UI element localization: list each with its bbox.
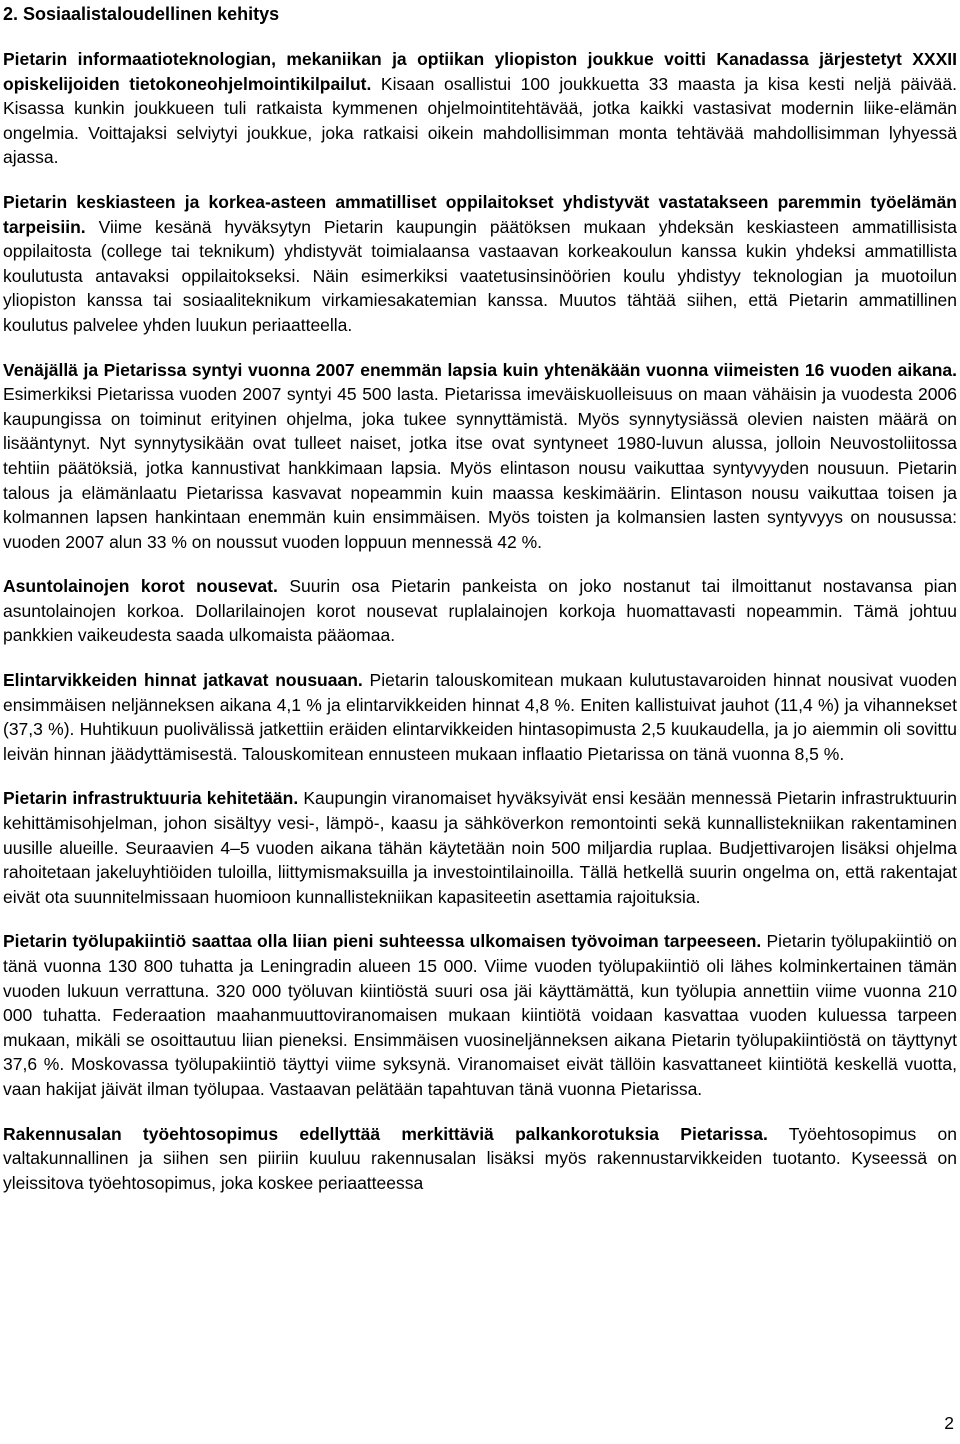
paragraph-body: Pietarin talouskomitean mukaan kulutustavaroiden hinnat nousivat vuoden ensimmäisen neljänneksen aikana 4,1 % ja elintarvikkeiden hinnat 4,8 %. Eniten kallistuivat jauhot (11,4 %) ja vihannekset (37,3 %). Huhtikuun puolivälissä jatkettiin eräiden elintarvikkeiden hintasopimusta 2,5 kuukaudella, ja jo aiemmin oli sovittu leivän hinnan jäädyttämisestä. Talouskomitean ennusteen mukaan inflaatio Pietarissa on tänä vuonna 8,5 %. [3,670,957,764]
paragraph-birth-rate [3,358,957,555]
page-number: 2 [944,1413,954,1433]
paragraph-body: Esimerkiksi Pietarissa vuoden 2007 syntyi 45 500 lasta. Pietarissa imeväiskuolleisuus on maan vähäisin ja vuodesta 2006 kaupungissa on toiminut erityinen ohjelma, joka tukee synnyttämistä. Myös synnytysiässä olevien naisten määrä on lisääntynyt. Nyt synnytysikään ovat tulleet naiset, jotka itse ovat syntyneet 1980-luvun alussa, jolloin Neuvostoliitossa tehtiin päätöksiä, jotka kannustivat hankkimaan lapsia. Myös elintason nousu vaikuttaa syntyvyyden nousuun. Pietarin talous ja elämänlaatu Pietarissa kasvavat nopeammin kuin maassa keskimäärin. Elintason nousu vaikuttaa toisen ja kolmannen lapsen hankintaan enemmän kuin ensimmäisen. Myös toisten ja kolmansien lasten syntyvyys on nousussa: vuoden 2007 alun 33 % on noussut vuoden loppuun mennessä 42 %. [3,384,957,552]
paragraph-body: Suurin osa Pietarin pankeista on joko nostanut tai ilmoittanut nostavansa pian asuntolainojen korkoa. Dollarilainojen korot nousevat ruplalainojen korkoja huomattavasti nopeammin. Tämä johtuu pankkien vaikeudesta saada ulkomaista pääomaa. [3,576,957,646]
paragraph-infrastructure [3,786,957,909]
paragraph-lead: Asuntolainojen korot nousevat. [3,576,278,597]
paragraph-lead: Elintarvikkeiden hinnat jatkavat nousuaan. [3,670,363,691]
paragraph-body: Kisaan osallistui 100 joukkuetta 33 maasta ja kisa kesti neljä päivää. Kisassa kunkin joukkueen tuli ratkaista kymmenen ohjelmointitehtävää, jotka kaikki vastasivat modernin liike-elämän ongelmia. Voittajaksi selviytyi joukkue, joka ratkaisi oikein mahdollisimman monta tehtävää mahdollisimman lyhyessä ajassa. [3,73,957,168]
paragraph-gap [3,648,957,668]
paragraph-vocational-schools [3,190,957,338]
paragraph-gap [3,909,957,929]
paragraph-body: Työehtosopimus on valtakunnallinen ja siihen sen piiriin kuuluu rakennusalan lisäksi myös rakennustarvikkeiden tuotanto. Kyseessä on yleissitova työehtosopimus, joka koskee periaatteessa [3,1123,957,1193]
document-page [3,0,957,1195]
paragraph-lead: Pietarin infrastruktuuria kehitetään. [3,788,299,809]
paragraph-lead: Pietarin työlupakiintiö saattaa olla liian pieni suhteessa ulkomaisen työvoiman tarpeeseen. [3,931,762,952]
paragraph-it-competition [3,47,957,170]
paragraph-mortgage-rates [3,574,957,648]
paragraph-gap [3,1102,957,1122]
paragraph-lead: Pietarin informaatioteknologian, mekaniikan ja optiikan yliopiston joukkue voitti Kanadassa järjestetyt XXXII opiskelijoiden tietokoneohjelmointikilpailut. [3,49,957,94]
paragraph-gap [3,554,957,574]
paragraph-collective-agreement [3,1122,957,1196]
paragraph-gap [3,338,957,358]
paragraph-body: Pietarin työlupakiintiö on tänä vuonna 130 800 tuhatta ja Leningradin alueen 15 000. Viime vuoden työlupakiintiö oli lähes kolminkertainen tämän vuoden lukuun verrattuna. 320 000 työluvan kiintiöstä suuri osa jäi käyttämättä, kun työlupia annettiin viime vuonna 210 000 tuhatta. Federaation maahanmuuttoviranomaisen mukaan kiintiötä voidaan kasvattaa vuoden kuluessa tarpeen mukaan, mikäli se osoittautuu liian pieneksi. Ensimmäisen vuosineljänneksen aikana Pietarin työlupakiintiöstä on täyttynyt 37,6 %. Moskovassa työlupakiintiö täyttyi viime syksynä. Viranomaiset eivät tällöin kasvattaneet kiintiötä keskellä vuotta, vaan hakijat jäivät ilman työlupaa. Vastaavan pelätään tapahtuvan tänä vuonna Pietarissa. [3,931,957,1099]
paragraph-lead: Venäjällä ja Pietarissa syntyi vuonna 2007 enemmän lapsia kuin yhtenäkään vuonna viimeisten 16 vuoden aikana. [3,359,957,380]
paragraph-lead: Pietarin keskiasteen ja korkea-asteen ammatilliset oppilaitokset yhdistyvät vastatakseen paremmin työelämän tarpeisiin. [3,191,957,237]
paragraph-body: Viime kesänä hyväksytyn Pietarin kaupungin päätöksen mukaan yhdeksän keskiasteen ammatillisista oppilaitosta (college tai teknikum) yhdistyvät toimialaansa vastaavan korkeakoulun kanssa kukin yhdeksi ammatillista koulutusta antavaksi oppilaitokseksi. Näin esimerkiksi vaatetusinsinöörien koulu yhdistyy teknologian ja muotoilun yliopiston kanssa tai sosiaaliteknikum virkamiesakatemian kanssa. Muutos tähtää siihen, että Pietarin ammatillinen koulutus palvelee yhden luukun periaatteella. [3,216,957,335]
paragraph-lead: Rakennusalan työehtosopimus edellyttää merkittäviä palkankorotuksia Pietarissa. [3,1123,768,1144]
paragraph-gap [3,170,957,190]
paragraph-food-prices [3,668,957,766]
section-title: 2. Sosiaalistaloudellinen kehitys [3,4,280,24]
paragraph-body: Kaupungin viranomaiset hyväksyivät ensi kesään mennessä Pietarin infrastruktuurin kehittämisohjelman, johon sisältyy vesi-, lämpö-, kaasu ja sähköverkon remontointi sekä kunnallistekniikan rakentaminen uusille alueille. Seuraavien 4–5 vuoden aikana tähän käytetään noin 500 miljardia ruplaa. Budjettivarojen lisäksi ohjelma rahoitetaan jakeluyhtiöiden tuloilla, liittymismaksuilla ja investointilainoilla. Tällä hetkellä suurin ongelma on, että rakentajat eivät ota suunnitelmissaan huomioon kunnallistekniikan kapasiteetin asettamia rajoituksia. [3,788,957,907]
paragraph-gap [3,766,957,786]
paragraph-work-permits [3,929,957,1101]
